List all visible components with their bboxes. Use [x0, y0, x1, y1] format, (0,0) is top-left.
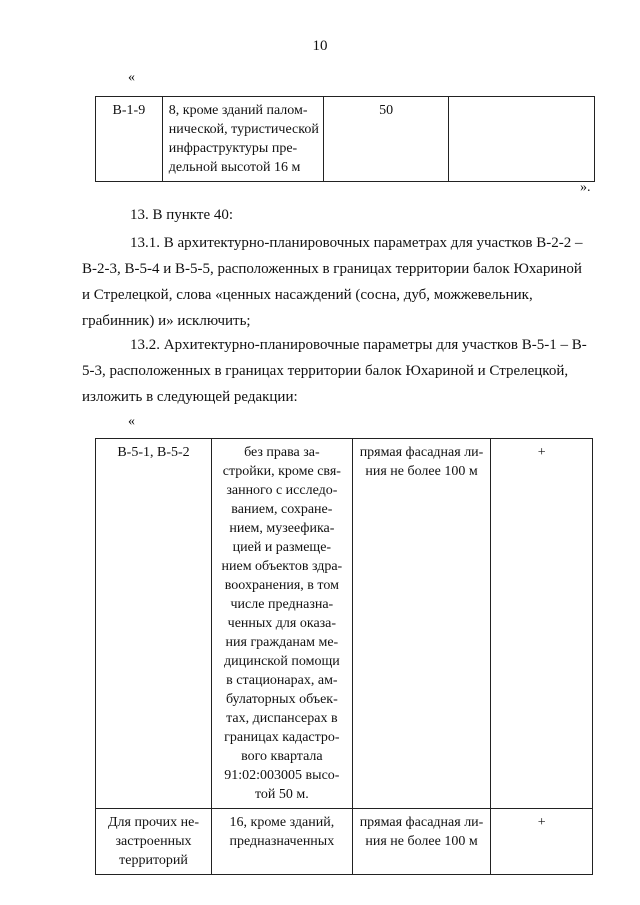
cell-value: 50	[324, 97, 448, 182]
item-13: 13. В пункте 40:	[130, 207, 234, 223]
table-parameters-b51-b52	[95, 438, 593, 875]
cell-code: В-1-9	[96, 97, 163, 182]
table-row	[96, 809, 593, 875]
cell-code: В-5-1, В-5-2	[96, 439, 212, 809]
cell-code: Для прочих не- застроенных территорий	[96, 809, 212, 875]
cell-extra	[448, 97, 594, 182]
cell-mark: +	[491, 809, 593, 875]
cell-floors: 8, кроме зданий палом- нической, туристической инфраструктуры пре- дельной высотой 16 м	[162, 97, 324, 182]
cell-mark: +	[491, 439, 593, 809]
cell-restriction: 16, кроме зданий, предназначенных	[212, 809, 353, 875]
cell-facade: прямая фасадная ли- ния не более 100 м	[352, 439, 491, 809]
cell-restriction: без права за- стройки, кроме свя- занного с исследо- ванием, сохране- нием, музеефика- цией и размеще- нием объектов здра- воохранения, в том числе предназна- ченных для оказа- ния гражданам ме- дицинской помощи в стационарах, ам- булаторных объек- тах, диспансерах в границах кадастро- вого квартала 91:02:003005 высо- той 50 м.	[212, 439, 353, 809]
table-row	[96, 97, 595, 182]
item-13-1: 13.1. В архитектурно-планировочных параметрах для участков В-2-2 – В-2-3, В-5-4 и В-5-5, расположенных в границах территории балок Юхариной и Стрелецкой, слова «ценных насаждений (сосна, дуб, можжевельник, грабинник) и» исключить;	[82, 235, 583, 329]
table-amendment-b19	[95, 96, 595, 182]
page-number: 10	[312, 38, 328, 54]
item-13-2: 13.2. Архитектурно-планировочные параметры для участков В-5-1 – В- 5-3, расположенных в границах территории балок Юхариной и Стрелецкой, изложить в следующей редакции:	[82, 337, 587, 405]
closing-quote: ».	[580, 180, 591, 195]
table-row	[96, 439, 593, 809]
opening-quote-2: «	[128, 414, 135, 429]
opening-quote-1: «	[128, 70, 135, 85]
cell-facade: прямая фасадная ли- ния не более 100 м	[352, 809, 491, 875]
